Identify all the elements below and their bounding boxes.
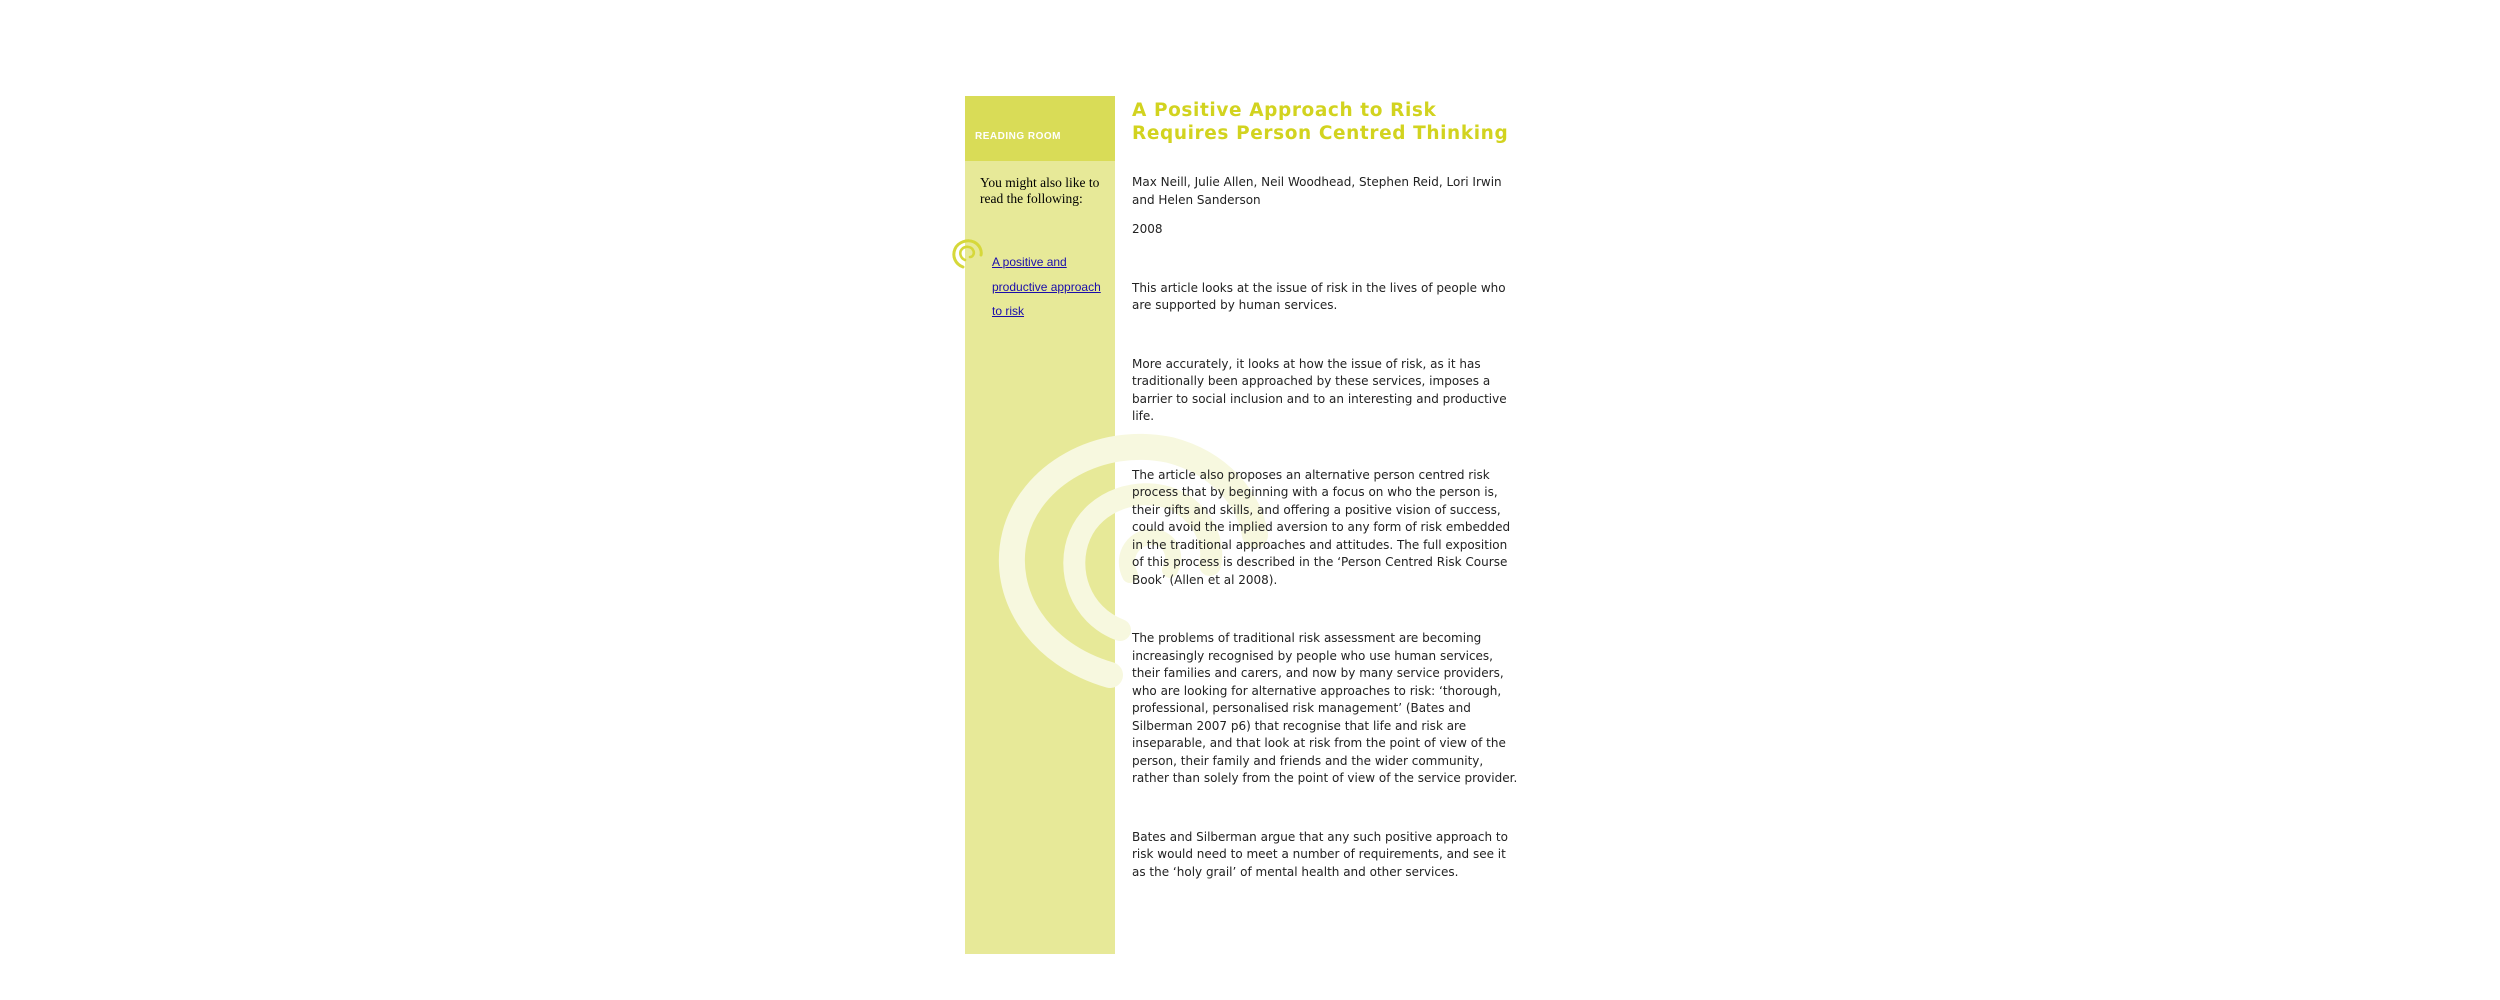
article	[1132, 96, 1522, 881]
also-like-text: You might also like to read the following:	[980, 175, 1100, 206]
article-authors: Max Neill, Julie Allen, Neil Woodhead, Stephen Reid, Lori Irwin and Helen Sanderson	[1132, 175, 1502, 207]
related-article-link[interactable]: A positive and productive approach to risk	[992, 255, 1101, 318]
article-paragraph: The problems of traditional risk assessment are becoming increasingly recognised by people who use human services, their families and carers, and now by many service providers, who are looking for alternative approaches to risk: ‘thorough, professional, personalised risk management’ (Bates and Silberman 2007 p6) that recognise that life and risk are inseparable, and that look at risk from the point of view of the person, their family and friends and the wider community, rather than solely from the point of view of the service provider.	[1132, 631, 1518, 785]
article-paragraph: More accurately, it looks at how the issue of risk, as it has traditionally been approached by these services, imposes a barrier to social inclusion and to an interesting and productive life.	[1132, 356, 1507, 423]
sidebar-header	[965, 96, 1115, 161]
article-title: A Positive Approach to Risk Requires Person Centred Thinking	[1132, 100, 1509, 144]
reading-room-label: READING ROOM	[975, 131, 1061, 142]
sidebar	[965, 96, 1115, 954]
article-year: 2008	[1132, 222, 1163, 236]
article-paragraph: This article looks at the issue of risk in the lives of people who are supported by human services.	[1132, 280, 1506, 312]
swirl-icon	[949, 236, 985, 272]
article-paragraph: The article also proposes an alternative person centred risk process that by beginning with a focus on who the person is, their gifts and skills, and offering a positive vision of success, could avoid the implied aversion to any form of risk embedded in the traditional approaches and attitudes. The full exposition of this process is described in the ‘Person Centred Risk Course Book’ (Allen et al 2008).	[1132, 467, 1511, 587]
article-paragraph: Bates and Silberman argue that any such positive approach to risk would need to meet a number of requirements, and see it as the ‘holy grail’ of mental health and other services.	[1132, 829, 1508, 879]
